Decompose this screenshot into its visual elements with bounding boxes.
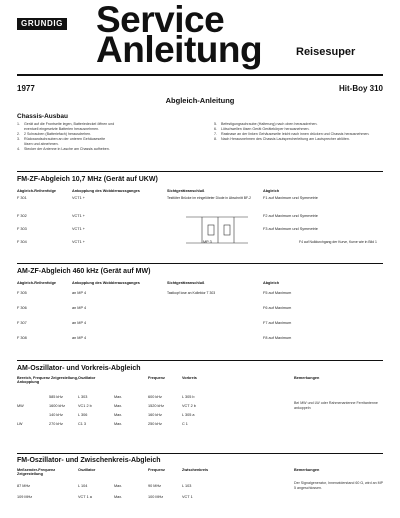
chassis-heading: Chassis-Ausbau [17,113,68,120]
header-divider [17,74,383,76]
year: 1977 [17,84,35,93]
fm-osc-heading: FM-Oszillator- und Zwischenkreis-Abgleich [17,457,161,464]
table-row: F 305 an MP 4 Tastkopf lose an Kollektor T 303 F5 auf Maximum [17,290,292,295]
circuit-diagram [184,203,250,249]
table-row: F 301 VCT1 + Testtöter Brücke im eingelöteter Diode in Abschnitt BF-2 F1 auf Maximum und Symmetrie [17,196,318,200]
table-row: F 307 an MP 4 F7 auf Maximum [17,320,292,325]
list-item: 7. Rastnase an der linken Gehäuseseite leicht nach innen drücken und Chassis herausnehmen. [214,132,370,136]
category-label: Reisesuper [296,46,356,58]
table-header: Abgleich-Reihenfolge Ankopplung des Wobbleraussganges Sichtgeräteanschluß Abgleich [17,189,280,193]
divider [17,360,383,361]
chassis-left-list [17,122,187,152]
list-item: 5. Befestigungsschraube (Halterung) nach oben herausdrehen. [214,122,318,126]
table-header: Abgleich-Reihenfolge Ankopplung des Wobbleraussganges Sichtgeräteanschluß Abgleich [17,281,280,285]
title-anleitung: Anleitung [96,29,263,70]
table-row: F 306 an MP 4 F6 auf Maximum [17,305,292,310]
table-row: LW 270 kHz C1 3 Max. 250 kHz C 1 [17,421,188,426]
model-name: Hit-Boy 310 [338,84,383,93]
table-row: F 304 VCT1 + MP 3 F4 auf Nulldurchgang der Kurve, Kurve wie in Bild 1 [17,239,377,244]
am-osc-table [17,376,383,428]
am-zf-table [17,281,383,345]
list-item: 4. Stecker der Antenne in Lasche am Chassis aufheben. [17,147,110,151]
title-service: Service [96,0,225,40]
fm-osc-table [17,468,383,502]
list-item: 1. Gerät auf die Frontseite legen, Batteriedeckel öffnen und [17,122,115,126]
table-row: MW 1600 kHz VC1 2 b Max. 1520 kHz VCT 2 b Bei MW und LW oder Rahmenantenne Ferritantenne ankoppeln [17,400,378,410]
page-subtitle: Abgleich-Anleitung [165,96,235,105]
table-row: F 302 VCT1 + F2 auf Maximum und Symmetrie [17,213,318,218]
list-item: 2. 2 Schrauben (Batteriefach) herausdrehen. [17,132,92,136]
list-item: 6. Lötschwellen lösen Gerät Gerätekörper herausnehmen. [214,127,310,131]
fm-zf-heading: FM-ZF-Abgleich 10,7 MHz (Gerät auf UKW) [17,176,158,183]
list-item: eventuell eingesetzte Batterien herausnehmen. [24,127,100,131]
list-item: lösen und abnehmen. [24,142,59,146]
table-row: 140 kHz L 306 Max. 160 kHz L 305 a [49,412,195,417]
divider [17,263,383,264]
table-row: 87 MHz L 104 Max. 90 MHz L 103 Der Signalgenerator, Innenwiderstand 60 Ω, wird an MP 5 angeschlossen. [17,480,383,490]
chassis-right-list [214,122,384,142]
table-header: Bereich, Frequenz Zeigerstellung, Ankopplung Oszillator Frequenz Vorkreis Bemerkungen [17,376,320,384]
divider [17,453,383,454]
table-header: Meßsender-Frequenz Zeigerstellung Oszillator Frequenz Zwischenkreis Bemerkungen [17,468,320,476]
table-row: F 303 VCT1 + F3 auf Maximum und Symmetrie [17,226,318,231]
list-item: 8. Nach Herausnehmen des Chassis Lautsprecherleitung am Lautsprecher ablöten. [214,137,350,141]
divider [17,171,383,172]
list-item: 3. Rückwandschrauben an der unteren Gehäuseseite [17,137,106,141]
grundig-logo: GRUNDIG [17,18,67,30]
table-row: 109 MHz VCT 1 a Max. 100 MHz VCT 1 [17,494,193,499]
am-osc-heading: AM-Oszillator- und Vorkreis-Abgleich [17,365,141,372]
table-row: F 308 an MP 4 F8 auf Maximum [17,335,292,340]
table-row: 585 kHz L 303 Max. 600 kHz L 305 b [49,394,195,399]
am-zf-heading: AM-ZF-Abgleich 460 kHz (Gerät auf MW) [17,268,151,275]
